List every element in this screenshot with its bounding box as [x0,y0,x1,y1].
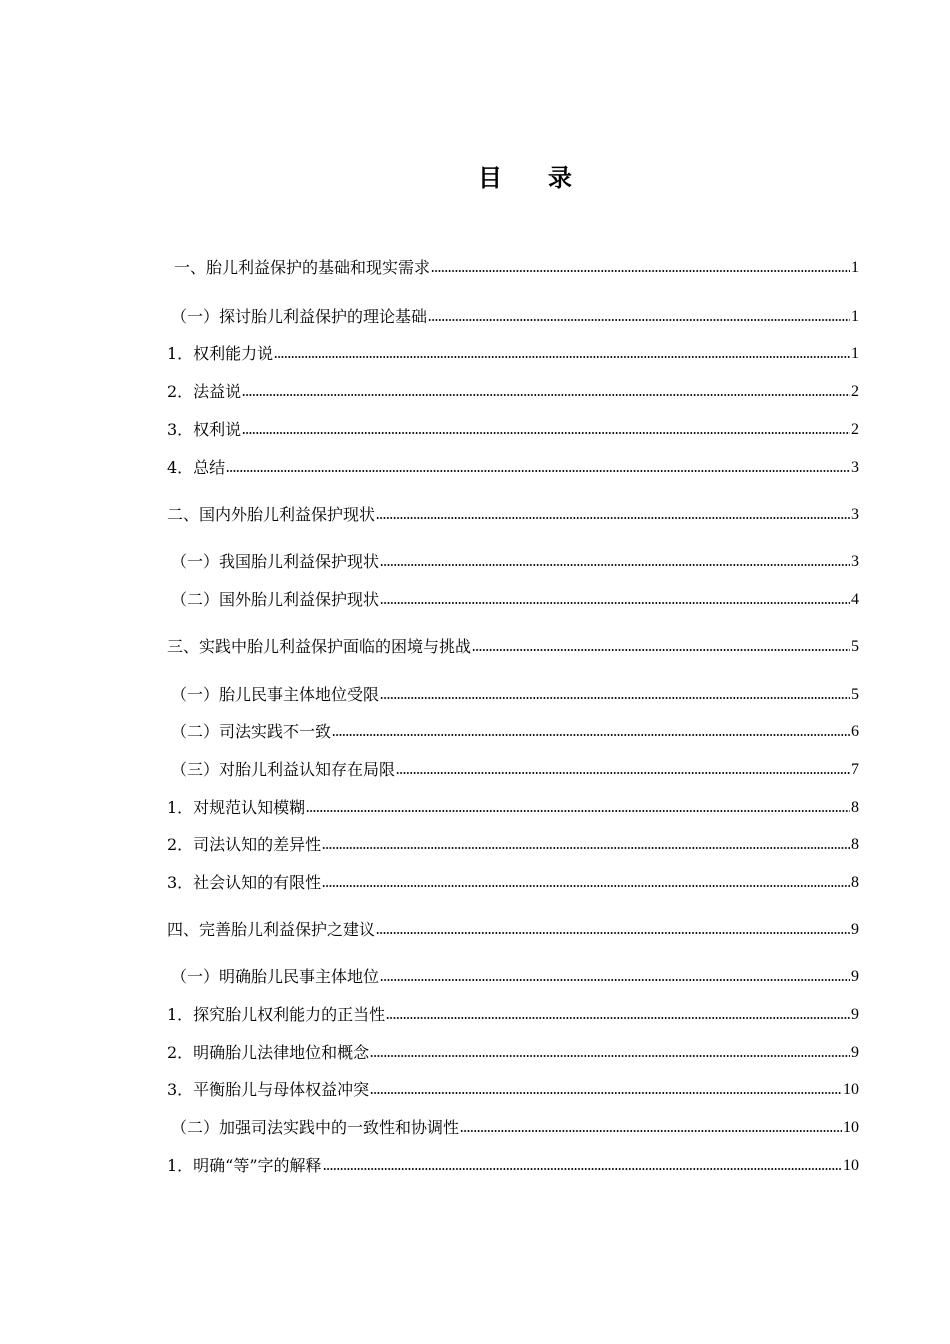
toc-entry-label: 三、实践中胎儿利益保护面临的困境与挑战 [167,637,472,656]
toc-dot-leader [332,732,850,738]
toc-entry[interactable] [167,456,859,480]
toc-dot-leader [322,845,850,851]
toc-dot-leader [242,430,850,436]
toc-entry-page: 5 [851,686,859,703]
toc-entry[interactable] [167,796,859,820]
toc-entry[interactable] [167,1003,859,1027]
toc-entry[interactable] [167,342,859,366]
toc-dot-leader [431,268,850,274]
toc-dot-leader [380,562,850,568]
toc-entry[interactable] [167,1041,859,1065]
toc-entry[interactable] [167,871,859,895]
toc-entry-page: 7 [851,761,859,778]
toc-dot-leader [472,647,850,653]
toc-entry-page: 9 [851,921,859,938]
toc-title-char-1: 目 [478,164,502,192]
toc-entry[interactable] [171,758,859,782]
toc-entry-page: 9 [851,968,859,985]
toc-entry-label: 1．对规范认知模糊 [167,798,306,817]
toc-dot-leader [376,930,850,936]
toc-entry[interactable] [167,1154,859,1178]
toc-entry-page: 9 [851,1006,859,1023]
toc-dot-leader [226,468,850,474]
toc-entry-label: 二、国内外胎儿利益保护现状 [167,505,376,524]
toc-entry[interactable] [167,418,859,442]
toc-entry-label: （二）加强司法实践中的一致性和协调性 [171,1118,460,1137]
toc-dot-leader [322,883,850,889]
toc-entry-label: 1．明确“等”字的解释 [167,1156,322,1175]
toc-entry[interactable] [171,683,859,707]
toc-entry-page: 5 [851,638,859,655]
toc-entry-label: （二）司法实践不一致 [171,722,332,741]
toc-dot-leader [274,354,850,360]
toc-entry-label: 一、胎儿利益保护的基础和现实需求 [174,258,431,277]
toc-entry[interactable] [171,965,859,989]
toc-dot-leader [380,977,850,983]
toc-dot-leader [376,515,850,521]
toc-entry[interactable] [171,550,859,574]
toc-entry-page: 6 [851,723,859,740]
toc-entry-page: 8 [851,836,859,853]
toc-dot-leader [306,808,850,814]
toc-entry-page: 2 [851,383,859,400]
toc-entry-page: 8 [851,874,859,891]
toc-entry-label: 3．社会认知的有限性 [167,873,322,892]
toc-entry-label: 3．权利说 [167,420,242,439]
toc-entry[interactable] [167,380,859,404]
toc-entry[interactable] [171,720,859,744]
toc-entry-label: 3．平衡胎儿与母体权益冲突 [167,1080,370,1099]
toc-entry-page: 10 [843,1081,859,1098]
toc-entry-page: 3 [851,506,859,523]
toc-entry-label: 2．法益说 [167,382,242,401]
toc-dot-leader [370,1053,850,1059]
toc-entry-label: （一）探讨胎儿利益保护的理论基础 [171,307,428,326]
toc-entry-label: （一）明确胎儿民事主体地位 [171,967,380,986]
toc-entry-label: 2．明确胎儿法律地位和概念 [167,1043,370,1062]
toc-entry[interactable] [167,833,859,857]
toc-entry-page: 2 [851,421,859,438]
toc-entry[interactable] [167,503,859,527]
toc-dot-leader [386,1015,850,1021]
toc-dot-leader [242,392,850,398]
toc-entry-page: 10 [843,1119,859,1136]
toc-entry[interactable] [171,588,859,612]
toc-list [167,0,859,1344]
toc-entry-page: 3 [851,459,859,476]
toc-entry[interactable] [167,1078,859,1102]
toc-entry[interactable] [167,918,859,942]
toc-entry-label: （一）胎儿民事主体地位受限 [171,685,380,704]
toc-dot-leader [428,317,850,323]
toc-dot-leader [370,1090,842,1096]
toc-entry-label: 4．总结 [167,458,226,477]
toc-entry[interactable] [171,305,859,329]
toc-entry-label: 1．权利能力说 [167,344,274,363]
toc-entry[interactable] [174,256,859,280]
toc-entry-page: 8 [851,799,859,816]
toc-dot-leader [380,600,850,606]
toc-title-char-2: 录 [548,164,572,192]
toc-entry-page: 10 [843,1157,859,1174]
toc-entry-label: （一）我国胎儿利益保护现状 [171,552,380,571]
toc-entry-label: 四、完善胎儿利益保护之建议 [167,920,376,939]
toc-entry-label: （二）国外胎儿利益保护现状 [171,590,380,609]
toc-entry-page: 1 [851,345,859,362]
toc-entry-page: 1 [851,259,859,276]
toc-dot-leader [460,1128,842,1134]
toc-entry[interactable] [167,635,859,659]
toc-dot-leader [396,770,850,776]
toc-dot-leader [323,1166,842,1172]
toc-entry-page: 9 [851,1044,859,1061]
toc-entry-page: 1 [851,308,859,325]
toc-entry-page: 3 [851,553,859,570]
toc-entry-label: 2．司法认知的差异性 [167,835,322,854]
toc-dot-leader [380,695,850,701]
toc-entry-label: 1．探究胎儿权利能力的正当性 [167,1005,386,1024]
toc-entry-label: （三）对胎儿利益认知存在局限 [171,760,396,779]
toc-entry[interactable] [171,1116,859,1140]
toc-entry-page: 4 [851,591,859,608]
